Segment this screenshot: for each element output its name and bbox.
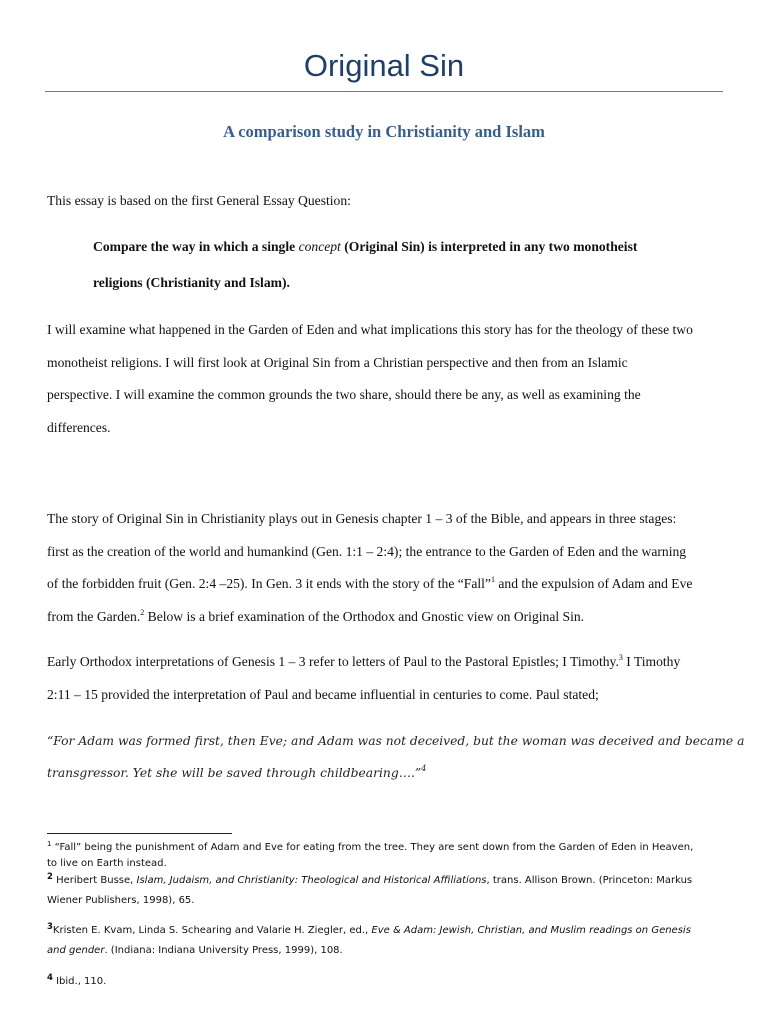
footnote-2-line-2: Wiener Publishers, 1998), 65.	[47, 895, 195, 906]
footnote-separator	[47, 833, 232, 834]
paragraph-1-line-4: differences.	[47, 419, 111, 435]
paragraph-3	[47, 653, 737, 718]
footnote-ref-4[interactable]: 4	[421, 764, 427, 773]
paragraph-2-line-4: from the Garden.$^2$ Below is a brief examination of the Orthodox and Gnostic view on Original Sin.	[47, 607, 585, 624]
footnote-2-line-1: $^2$ Heribert Busse, Islam, Judaism, and Christianity: Theological and Historical Affiliations, trans. Allison Brown. (Princeton: Markus	[47, 872, 693, 886]
footnote-ref-2[interactable]: 2	[140, 607, 145, 617]
paragraph-2-line-2: first as the creation of the world and humankind (Gen. 1:1 – 2:4); the entrance to the Garden of Eden and the warning	[47, 543, 687, 559]
document-subtitle: A comparison study in Christianity and Islam	[223, 122, 545, 141]
footnote-3	[47, 923, 737, 959]
footnote-1-number: 1	[47, 840, 52, 848]
intro-paragraph	[47, 192, 737, 225]
footnote-1-line-1: $^1$ “Fall” being the punishment of Adam and Eve for eating from the tree. They are sent down from the Garden of Eden in Heaven,	[47, 840, 694, 853]
footnote-2	[47, 873, 737, 909]
footnote-2-number: 2	[47, 872, 53, 882]
title-underline	[45, 91, 723, 92]
quote-line-1: “For Adam was formed first, then Eve; and Adam was not deceived, but the woman was deceived and became a	[47, 734, 745, 748]
paragraph-1	[47, 321, 737, 451]
footnote-ref-3[interactable]: 3	[618, 653, 623, 662]
document-title: Original Sin	[303, 48, 465, 83]
footnote-3-number: 3	[47, 922, 53, 932]
footnote-4-number: 4	[47, 973, 53, 983]
essay-question	[93, 238, 733, 310]
footnote-4	[47, 974, 737, 990]
footnote-3-line-2: and gender. (Indiana: Indiana University Press, 1999), 108.	[47, 945, 343, 956]
footnote-ref-1[interactable]: 1	[490, 575, 495, 585]
quote-line-2: transgressor. Yet she will be saved through childbearing….”$^4$	[47, 764, 427, 780]
paragraph-3-line-2: 2:11 – 15 provided the interpretation of Paul and became influential in centuries to come. Paul stated;	[47, 686, 599, 702]
paragraph-2-line-1: The story of Original Sin in Christianity plays out in Genesis chapter 1 – 3 of the Bible, and appears in three stages:	[47, 511, 677, 526]
paragraph-2	[47, 510, 737, 640]
intro-text: This essay is based on the first General Essay Question:	[47, 193, 351, 208]
scripture-quote	[47, 732, 745, 796]
paragraph-1-line-3: perspective. I will examine the common grounds the two share, should there be any, as well as examining the	[47, 387, 641, 403]
footnote-1-line-2: to live on Earth instead.	[47, 858, 167, 869]
footnote-1	[47, 840, 737, 872]
question-line-2: religions (Christianity and Islam).	[93, 275, 290, 290]
footnote-3-line-1: $^3$Kristen E. Kvam, Linda S. Schearing and Valarie H. Ziegler, ed., Eve & Adam: Jewish, Christian, and Muslim readings on Genesis	[47, 922, 691, 936]
question-emphasis: concept	[298, 239, 341, 254]
paragraph-2-line-3: of the forbidden fruit (Gen. 2:4 –25). In Gen. 3 it ends with the story of the “Fall”$^1$ and the expulsion of Adam and Eve	[47, 575, 693, 592]
paragraph-1-line-2: monotheist religions. I will first look at Original Sin from a Christian perspective and then from an Islamic	[47, 354, 628, 370]
footnote-4-line-1: $^4$ Ibid., 110.	[47, 973, 107, 987]
paragraph-1-line-1: I will examine what happened in the Garden of Eden and what implications this story has for the theology of these two	[47, 322, 693, 337]
question-line-1: Compare the way in which a single concept (Original Sin) is interpreted in any two monotheist	[93, 239, 638, 254]
paragraph-3-line-1: Early Orthodox interpretations of Genesis 1 – 3 refer to letters of Paul to the Pastoral Epistles; I Timothy.$^3$ I Timothy	[47, 653, 681, 669]
